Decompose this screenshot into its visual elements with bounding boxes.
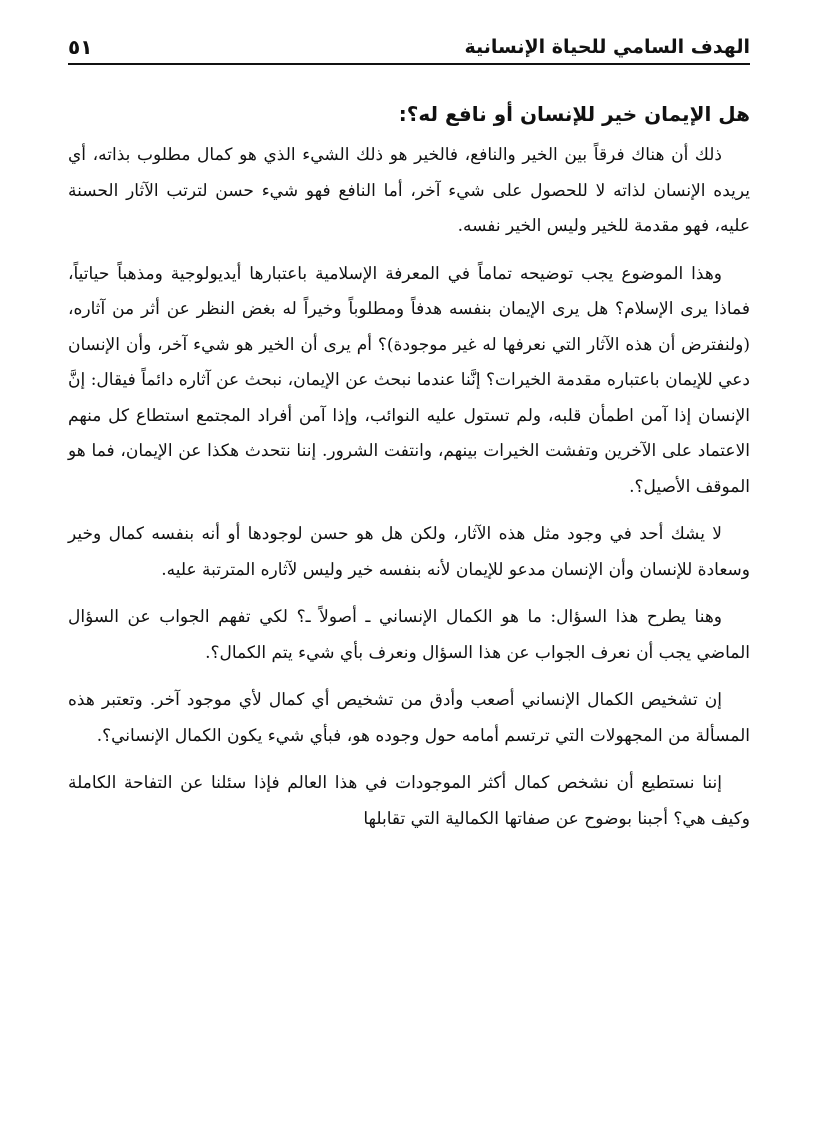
paragraph: إننا نستطيع أن نشخص كمال أكثر الموجودات في هذا العالم فإذا سئلنا عن التفاحة الكاملة وكيف هي؟ أجبنا بوضوح عن صفاتها الكمالية التي تقابلها <box>68 773 750 829</box>
paragraph: ذلك أن هناك فرقاً بين الخير والنافع، فالخير هو ذلك الشيء الذي هو كمال مطلوب بذاته، أي يريده الإنسان لذاته لا للحصول على شيء آخر، أما النافع فهو شيء حسن لترتب الآثار الحسنة عليه، فهو مقدمة للخير وليس الخير نفسه. <box>68 145 750 236</box>
running-header <box>68 26 750 62</box>
paragraph: وهذا الموضوع يجب توضيحه تماماً في المعرفة الإسلامية باعتبارها أيديولوجية ومذهباً حياتياً، فماذا يرى الإسلام؟ هل يرى الإيمان بنفسه هدفاً ومطلوباً وخيراً له بغض النظر عن أثر من آثاره، (ولنفترض أن هذه الآثار التي نعرفها له غير موجودة)؟ أم يرى أن الخير هو شيء آخر، وأن الإنسان دعي للإيمان باعتباره مقدمة الخيرات؟ إنَّنا عندما نبحث عن الإيمان، نبحث عن آثاره دائماً فيقال: إنَّ الإنسان إذا آمن اطمأن قلبه، ولم تستول عليه النوائب، وإذا آمن أفراد المجتمع استطاع كل منهم الاعتماد على الآخرين وتفشت الخيرات بينهم، وانتفت الشرور. إننا نتحدث هكذا عن الإيمان، فما هو الموقف الأصيل؟. <box>68 263 750 497</box>
header-divider <box>68 63 750 65</box>
page-number: ٥١ <box>68 35 93 59</box>
page-body <box>68 92 750 849</box>
section-heading: هل الإيمان خير للإنسان أو نافع له؟: <box>398 102 750 126</box>
paragraph: إن تشخيص الكمال الإنساني أصعب وأدق من تشخيص أي كمال لأي موجود آخر. وتعتبر هذه المسألة من المجهولات التي ترتسم أمامه حول وجوده هو، فبأي شيء يكون الكمال الإنساني؟. <box>68 690 750 746</box>
header-title: الهدف السامي للحياة الإنسانية <box>464 36 750 58</box>
paragraph: لا يشك أحد في وجود مثل هذه الآثار، ولكن هل هو حسن لوجودها أو أنه بنفسه كمال وخير وسعادة للإنسان وأن الإنسان مدعو للإيمان لأنه بنفسه خير وليس لآثاره المترتبة عليه. <box>68 524 750 580</box>
paragraph: وهنا يطرح هذا السؤال: ما هو الكمال الإنساني ـ أصولاً ـ؟ لكي تفهم الجواب عن السؤال الماضي يجب أن نعرف الجواب عن هذا السؤال ونعرف بأي شيء يتم الكمال؟. <box>68 607 750 663</box>
